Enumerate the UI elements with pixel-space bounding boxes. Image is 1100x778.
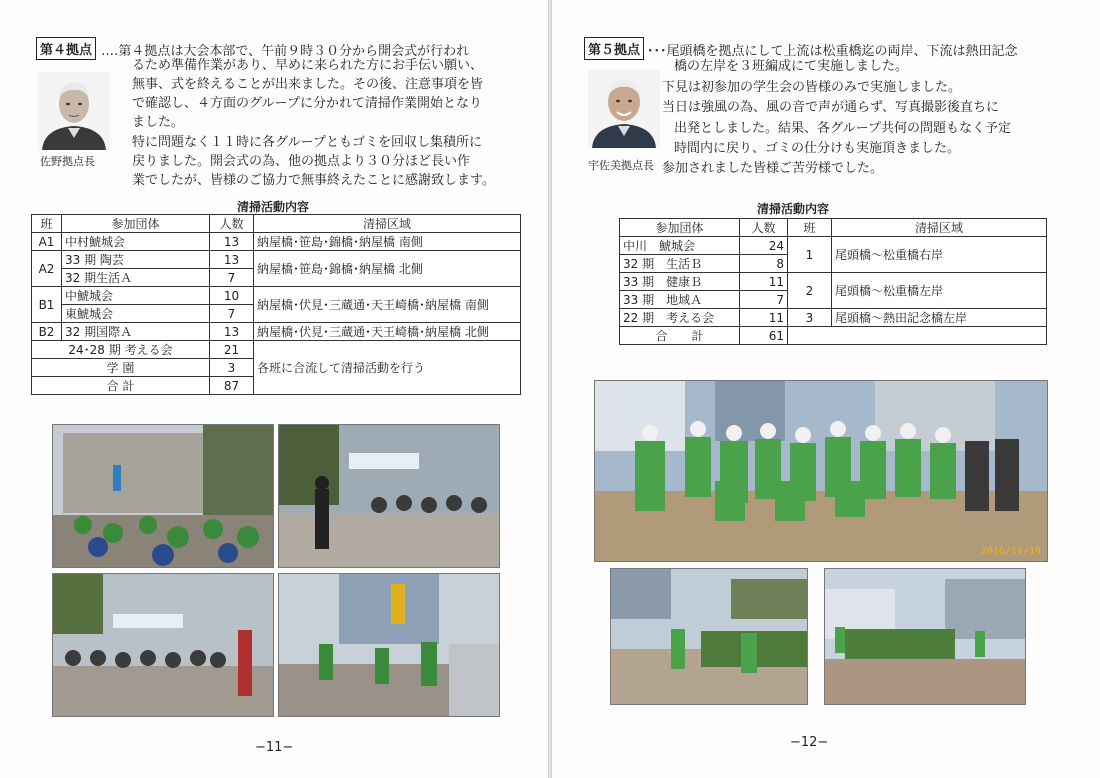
table-row: [32, 323, 521, 341]
page-number: −11−: [255, 740, 294, 755]
count-cell: 11: [740, 273, 788, 291]
group-cell: 中川 鯱城会: [620, 237, 740, 255]
table-row: [32, 341, 521, 359]
table-row: [32, 233, 521, 251]
count-cell: 7: [740, 291, 788, 309]
table-title: 清掃活動内容: [237, 200, 310, 214]
body-line: 橋の左岸を３班編成にて実施しました。: [674, 59, 909, 74]
leader-portrait-photo: [588, 70, 660, 148]
table-row: [620, 273, 1047, 291]
header-han: 班: [788, 219, 832, 237]
section-tag: 第５拠点: [584, 37, 644, 60]
leader-name: 佐野拠点長: [40, 155, 95, 168]
group-cell: 33 期 地域Ａ: [620, 291, 740, 309]
count-cell: 11: [740, 309, 788, 327]
group-cell: 中鯱城会: [62, 287, 210, 305]
body-line: で確認し、４方面のグループに分かれて清掃作業開始となり: [132, 96, 482, 111]
count-cell: 3: [210, 359, 254, 377]
total-empty: [788, 327, 1047, 345]
header-area: 清掃区域: [832, 219, 1047, 237]
area-cell: 納屋橋･伏見･三蔵通･天王崎橋･納屋橋 北側: [254, 323, 521, 341]
table-title: 清掃活動内容: [757, 202, 830, 216]
area-cell: 尾頭橋～熱田記念橋左岸: [832, 309, 1047, 327]
table-header-row: [32, 215, 521, 233]
han-cell: 3: [788, 309, 832, 327]
count-cell: 8: [740, 255, 788, 273]
event-photo-audience: [52, 573, 274, 717]
count-cell: 7: [210, 305, 254, 323]
body-line: 無事、式を終えることが出来ました。その後、注意事項を皆: [132, 77, 484, 92]
group-cell: 24･28 期 考える会: [32, 341, 210, 359]
left-page: [0, 0, 548, 778]
event-photo-crowd: [52, 424, 274, 568]
body-line: 当日は強風の為、風の音で声が通らず、写真撮影後直ちに: [662, 100, 999, 115]
area-cell: 納屋橋･笹島･錦橋･納屋橋 北側: [254, 251, 521, 287]
total-count: 61: [740, 327, 788, 345]
count-cell: 13: [210, 323, 254, 341]
body-line: 参加されました皆様ご苦労様でした。: [662, 161, 884, 176]
header-count: 人数: [210, 215, 254, 233]
right-page: [552, 0, 1100, 778]
intro-lead: ･･･尾頭橋を拠点にして上流は松重橋迄の両岸、下流は熱田記念: [647, 44, 1018, 59]
count-cell: 24: [740, 237, 788, 255]
table-row: [32, 287, 521, 305]
cleanup-table: [619, 218, 1047, 345]
cleanup-photo-park: [824, 568, 1026, 705]
body-line: ました。: [132, 115, 185, 130]
count-cell: 13: [210, 233, 254, 251]
han-cell: 2: [788, 273, 832, 309]
cleanup-photo-riverside: [610, 568, 808, 705]
header-area: 清掃区域: [254, 215, 521, 233]
count-cell: 10: [210, 287, 254, 305]
group-cell: 32 期 生活Ｂ: [620, 255, 740, 273]
table-row: [32, 251, 521, 269]
body-line: 下見は初参加の学生会の皆様のみで実施しました。: [662, 80, 962, 95]
han-cell: B1: [32, 287, 62, 323]
table-row: [620, 237, 1047, 255]
area-cell: 各班に合流して清掃活動を行う: [254, 341, 521, 395]
cleanup-table: [31, 214, 521, 395]
header-count: 人数: [740, 219, 788, 237]
area-cell: 尾頭橋～松重橋左岸: [832, 273, 1047, 309]
area-cell: 納屋橋･笹島･錦橋･納屋橋 南側: [254, 233, 521, 251]
body-line: るため準備作業があり、早めに来られた方にお手伝い願い、: [132, 58, 484, 73]
intro-lead: ‥‥第４拠点は大会本部で、午前９時３０分から開会式が行われ: [101, 44, 470, 59]
count-cell: 21: [210, 341, 254, 359]
header-group: 参加団体: [620, 219, 740, 237]
count-cell: 13: [210, 251, 254, 269]
body-line: 時間内に戻り、ゴミの仕分けも実施頂きました。: [674, 141, 961, 156]
page-number: −12−: [790, 735, 829, 750]
leader-name: 宇佐美拠点長: [588, 159, 654, 172]
group-photo: [594, 380, 1048, 562]
group-cell: 32 期生活Ａ: [62, 269, 210, 287]
event-photo-ceremony: [278, 424, 500, 568]
body-line: 出発としました。結果、各グループ共何の問題もなく予定: [674, 121, 1011, 136]
group-cell: 中村鯱城会: [62, 233, 210, 251]
header-han: 班: [32, 215, 62, 233]
group-cell: 33 期 健康Ｂ: [620, 273, 740, 291]
leader-portrait-photo: [38, 72, 110, 150]
section-tag: 第４拠点: [36, 37, 96, 60]
body-line: 戻りました。開会式の為、他の拠点より３０分ほど長い作: [132, 154, 471, 169]
group-cell: 33 期 陶芸: [62, 251, 210, 269]
event-photo-street: [278, 573, 500, 717]
group-cell: 学 園: [32, 359, 210, 377]
han-cell: 1: [788, 237, 832, 273]
group-cell: 22 期 考える会: [620, 309, 740, 327]
han-cell: A1: [32, 233, 62, 251]
total-row: [620, 327, 1047, 345]
table-header-row: [620, 219, 1047, 237]
han-cell: B2: [32, 323, 62, 341]
total-count: 87: [210, 377, 254, 395]
body-line: 業でしたが、皆様のご協力で無事終えたことに感謝致します。: [132, 173, 495, 188]
han-cell: A2: [32, 251, 62, 287]
total-label: 合 計: [620, 327, 740, 345]
area-cell: 尾頭橋～松重橋右岸: [832, 237, 1047, 273]
total-label: 合 計: [32, 377, 210, 395]
body-line: 特に問題なく１１時に各グループともゴミを回収し集積所に: [132, 135, 482, 150]
group-cell: 32 期国際Ａ: [62, 323, 210, 341]
photo-date-stamp: 2016/11/19: [980, 546, 1041, 557]
group-cell: 東鯱城会: [62, 305, 210, 323]
header-group: 参加団体: [62, 215, 210, 233]
count-cell: 7: [210, 269, 254, 287]
table-row: [620, 309, 1047, 327]
area-cell: 納屋橋･伏見･三蔵通･天王崎橋･納屋橋 南側: [254, 287, 521, 323]
